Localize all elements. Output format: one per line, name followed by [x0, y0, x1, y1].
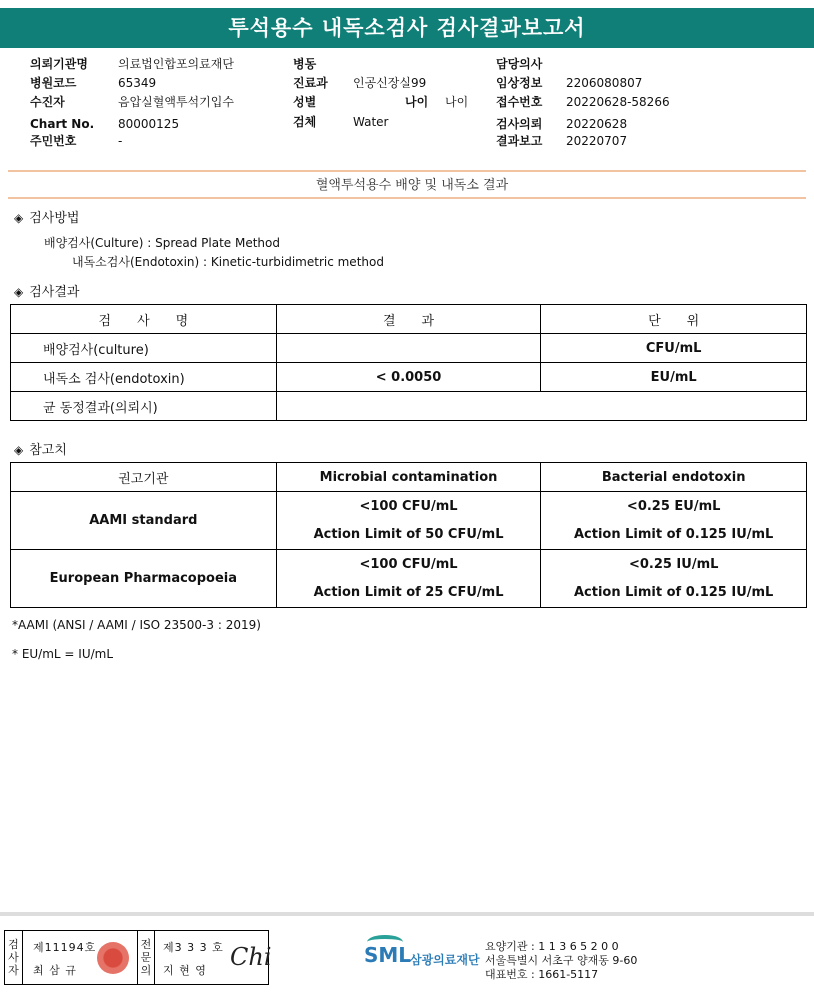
- method-endotoxin: 내독소검사(Endotoxin) : Kinetic-turbidimetric method: [72, 255, 384, 269]
- specimen-value: Water: [353, 115, 389, 129]
- section-title: 혈액투석용수 배양 및 내독소 결과: [315, 178, 509, 193]
- receipt-label: 접수번호: [496, 95, 543, 109]
- clinical-value: 2206080807: [566, 76, 643, 90]
- clinical-label: 임상정보: [496, 76, 543, 90]
- header-test-name: 검 사 명: [11, 305, 277, 334]
- institution-label: 의뢰기관명: [30, 57, 88, 71]
- table-row: [11, 492, 807, 550]
- header-unit: 단 위: [541, 305, 807, 334]
- patient-value: 음압실혈액투석기입수: [118, 95, 234, 109]
- address: 서울특별시 서초구 양재동 9-60: [485, 954, 638, 967]
- note-unit: * EU/mL = IU/mL: [12, 647, 114, 661]
- results-header-row: [11, 305, 807, 334]
- results-table: [10, 304, 807, 421]
- specialist-name: 지 현 영: [163, 964, 207, 977]
- phone: 대표번호 : 1661-5117: [485, 968, 599, 981]
- table-row: [11, 550, 807, 608]
- institution-value: 의료법인합포의료재단: [118, 57, 234, 71]
- tester-label: 검 사 자: [5, 931, 23, 984]
- diamond-icon: ◈: [14, 285, 24, 299]
- report-title: 투석용수 내독소검사 검사결과보고서: [0, 8, 814, 48]
- resident-label: 주민번호: [30, 134, 77, 148]
- culture-result: [276, 334, 541, 363]
- aami-micro-action: Action Limit of 50 CFU/mL: [313, 526, 504, 542]
- reference-heading: ◈ 참고치: [14, 443, 67, 458]
- method-heading: ◈ 검사방법: [14, 211, 80, 226]
- separator-bottom: [8, 197, 806, 199]
- ep-micro-action: Action Limit of 25 CFU/mL: [313, 584, 504, 600]
- sex-label: 성별: [293, 95, 317, 109]
- chart-label: Chart No.: [30, 117, 95, 131]
- aami-endo-limit: <0.25 EU/mL: [626, 498, 721, 514]
- diamond-icon: ◈: [14, 443, 24, 457]
- patient-label: 수진자: [30, 95, 65, 109]
- age-value: 나이: [445, 95, 469, 109]
- aami-name: AAMI standard: [11, 492, 277, 550]
- identify-value: [276, 392, 806, 421]
- ward-label: 병동: [293, 57, 317, 71]
- org-name: 삼광의료재단: [410, 953, 480, 967]
- header-result: 결 과: [276, 305, 541, 334]
- logo-text: SML: [364, 943, 412, 967]
- table-row: [11, 334, 807, 363]
- ep-endo-action: Action Limit of 0.125 IU/mL: [573, 584, 774, 600]
- resident-value: -: [118, 134, 123, 148]
- doctor-label: 담당의사: [496, 57, 543, 71]
- footer-info: [485, 940, 637, 982]
- endotoxin-result: < 0.0050: [276, 363, 541, 392]
- receipt-value: 20220628-58266: [566, 95, 670, 109]
- method-culture: 배양검사(Culture) : Spread Plate Method: [44, 236, 280, 250]
- aami-endo-action: Action Limit of 0.125 IU/mL: [573, 526, 774, 542]
- header-agency: 권고기관: [11, 463, 277, 492]
- tester-number: 제11194호: [33, 941, 97, 954]
- culture-name: 배양검사(culture): [11, 334, 277, 363]
- dept-value: 인공신장실99: [353, 76, 427, 90]
- report-label: 결과보고: [496, 134, 543, 148]
- note-aami: *AAMI (ANSI / AAMI / ISO 23500-3 : 2019): [12, 618, 261, 632]
- reference-table: [10, 462, 807, 608]
- age-label: 나이: [405, 95, 429, 109]
- tester-name: 최 삼 규: [33, 964, 77, 977]
- request-value: 20220628: [566, 117, 628, 131]
- table-row: [11, 363, 807, 392]
- dept-label: 진료과: [293, 76, 328, 90]
- reference-header-row: [11, 463, 807, 492]
- chart-value: 80000125: [118, 117, 180, 131]
- ep-micro-limit: <100 CFU/mL: [359, 556, 458, 572]
- specialist-number: 제3 3 3 호: [163, 941, 224, 954]
- header-microbial: Microbial contamination: [276, 463, 541, 492]
- ep-name: European Pharmacopoeia: [11, 550, 277, 608]
- culture-unit: CFU/mL: [541, 334, 807, 363]
- footer-divider: [0, 912, 814, 916]
- signature-box: [4, 930, 272, 985]
- separator-top: [8, 170, 806, 172]
- header-endotoxin: Bacterial endotoxin: [541, 463, 807, 492]
- specimen-label: 검체: [293, 115, 317, 129]
- hospital-code-label: 병원코드: [30, 76, 77, 90]
- hospital-code-value: 65349: [118, 76, 157, 90]
- aami-micro-limit: <100 CFU/mL: [359, 498, 458, 514]
- signature: Chi: [230, 943, 272, 971]
- request-label: 검사의뢰: [496, 117, 543, 131]
- ep-endo-limit: <0.25 IU/mL: [628, 556, 719, 572]
- report-value: 20220707: [566, 134, 628, 148]
- results-heading: ◈ 검사결과: [14, 285, 80, 300]
- diamond-icon: ◈: [14, 211, 24, 225]
- seal-stamp: [97, 942, 129, 974]
- table-row: [11, 392, 807, 421]
- institution-number: 요양기관 : 1 1 3 6 5 2 0 0: [485, 940, 619, 953]
- endotoxin-name: 내독소 검사(endotoxin): [11, 363, 277, 392]
- identify-label: 균 동정결과(의뢰시): [11, 392, 277, 421]
- endotoxin-unit: EU/mL: [541, 363, 807, 392]
- specialist-label: 전 문 의: [137, 931, 155, 984]
